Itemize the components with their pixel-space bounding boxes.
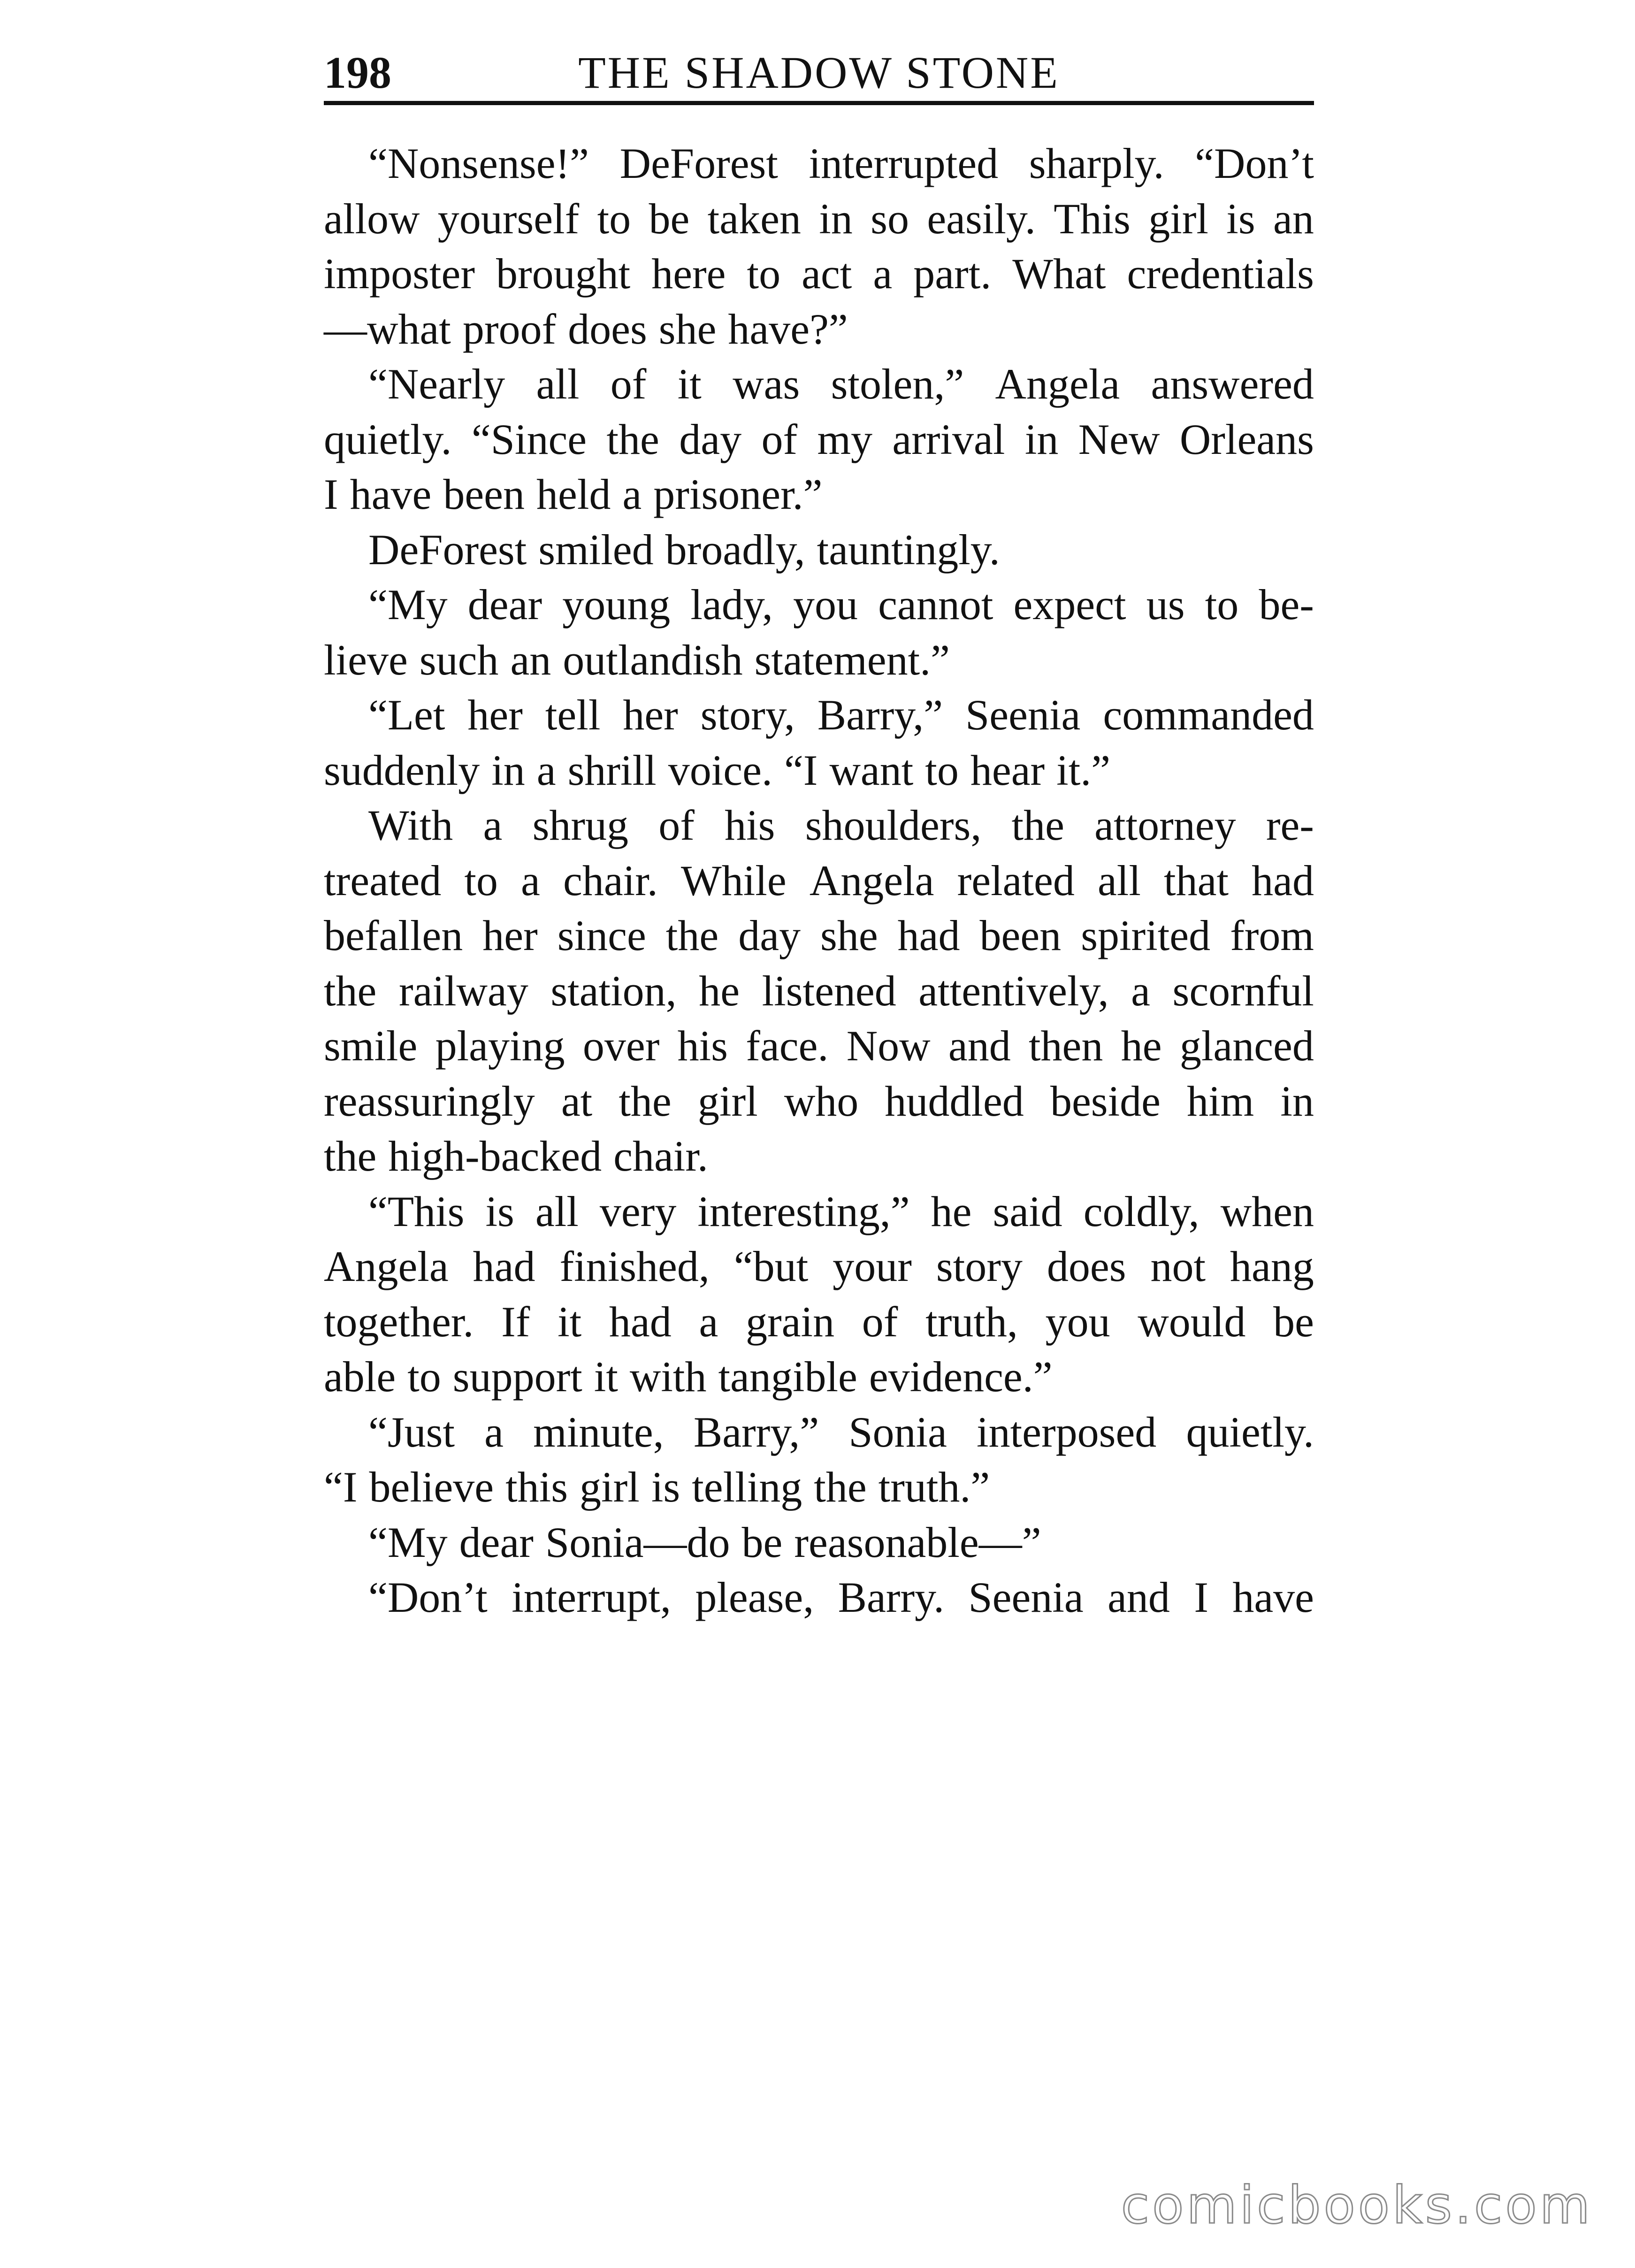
word: Barry. — [838, 1573, 945, 1621]
word: a — [873, 250, 893, 298]
text-line — [324, 633, 1314, 688]
word: of — [610, 360, 647, 408]
word: so — [871, 194, 909, 243]
word: coldly, — [1083, 1187, 1200, 1235]
word: to — [925, 746, 959, 794]
word: be — [741, 1518, 783, 1566]
word: was — [733, 360, 800, 408]
word: very — [599, 1187, 677, 1235]
word: please, — [695, 1573, 814, 1621]
word: been — [979, 912, 1062, 959]
word: suddenly — [324, 746, 480, 794]
word: yourself — [437, 194, 580, 243]
word: story, — [700, 691, 795, 739]
word: hang — [1230, 1242, 1314, 1290]
text-line — [324, 1129, 1314, 1184]
word: she — [658, 305, 717, 353]
word: DeForest — [619, 139, 778, 187]
word: had — [1252, 856, 1314, 904]
word: interesting,” — [697, 1187, 910, 1235]
word: been — [443, 470, 525, 518]
word: he — [931, 1187, 972, 1235]
word: held — [536, 470, 611, 518]
word: Seenia — [965, 691, 1081, 739]
text-line — [324, 1460, 1314, 1515]
word: together. — [324, 1297, 474, 1346]
word: to — [597, 194, 631, 243]
word: the — [606, 415, 659, 463]
word: Sonia—do — [545, 1518, 730, 1566]
word: telling — [692, 1463, 802, 1511]
text-line — [324, 1019, 1314, 1074]
word: arrival — [892, 415, 1005, 463]
watermark: comicbooks.com — [1121, 2175, 1593, 2235]
word: it — [677, 360, 702, 408]
word: want — [829, 746, 914, 794]
word: beside — [1050, 1077, 1161, 1125]
word: my — [817, 415, 873, 463]
word: when — [1220, 1187, 1314, 1235]
word: What — [1012, 250, 1106, 298]
text-line — [324, 136, 1314, 192]
word: his — [677, 1022, 728, 1070]
word: broadly, — [665, 525, 805, 574]
word: glanced — [1179, 1022, 1314, 1070]
word: over — [582, 1022, 660, 1070]
word: tell — [545, 691, 601, 739]
word: is — [1226, 194, 1255, 243]
word: the — [665, 912, 719, 959]
word: “Don’t — [368, 1573, 488, 1621]
text-line — [324, 412, 1314, 467]
word: Orleans — [1179, 415, 1314, 463]
word: a — [1131, 966, 1150, 1015]
word: truth, — [925, 1297, 1018, 1346]
word: stolen,” — [831, 360, 964, 408]
word: hear — [970, 746, 1045, 794]
word: be — [1273, 1297, 1314, 1346]
word: scornful — [1172, 966, 1314, 1015]
word: tauntingly. — [817, 525, 1000, 574]
word: in — [1280, 1077, 1314, 1125]
word: Barry,” — [693, 1408, 819, 1456]
word: “My — [368, 1518, 448, 1566]
word: “Nearly — [368, 360, 505, 408]
word: to — [747, 250, 781, 298]
word: believe — [369, 1463, 494, 1511]
word: a — [622, 470, 642, 518]
word: then — [1029, 1022, 1103, 1070]
word: “I — [324, 1463, 358, 1511]
word: is — [651, 1463, 680, 1511]
word: of — [862, 1297, 898, 1346]
word: part. — [913, 250, 992, 298]
word: voice. — [668, 746, 772, 794]
word: evidence.” — [869, 1353, 1053, 1401]
word: allow — [324, 194, 420, 243]
text-line — [324, 1184, 1314, 1240]
word: Sonia — [848, 1408, 947, 1456]
word: to — [1205, 581, 1239, 628]
word: act — [802, 250, 852, 298]
word: spirited — [1081, 912, 1211, 959]
word: in — [491, 746, 525, 794]
text-line — [324, 302, 1314, 357]
word: a — [483, 801, 503, 849]
word: Angela — [809, 856, 934, 904]
word: “Nonsense!” — [368, 139, 589, 187]
word: the — [324, 1132, 377, 1180]
running-head — [324, 45, 1314, 101]
text-line — [324, 1295, 1314, 1350]
word: sharply. — [1029, 139, 1164, 187]
word: huddled — [885, 1077, 1024, 1125]
word: smile — [324, 1022, 418, 1070]
word: of — [658, 801, 695, 849]
word: lieve — [324, 636, 408, 684]
word: said — [993, 1187, 1062, 1235]
word: shrug — [532, 801, 629, 849]
word: have — [1232, 1573, 1314, 1621]
word: cannot — [878, 581, 993, 628]
word: the — [324, 966, 377, 1015]
word: prisoner.” — [653, 470, 823, 518]
word: imposter — [324, 250, 475, 298]
word: “Since — [471, 415, 587, 463]
text-line — [324, 192, 1314, 247]
word: interrupt, — [512, 1573, 671, 1621]
word: girl — [1148, 194, 1208, 243]
word: this — [505, 1463, 568, 1511]
word: that — [1164, 856, 1229, 904]
word: since — [557, 912, 646, 959]
word: “Let — [368, 691, 445, 739]
word: her — [467, 691, 523, 739]
word: credentials — [1127, 250, 1314, 298]
word: Angela — [324, 1242, 449, 1290]
word: reasonable—” — [794, 1518, 1041, 1566]
word: truth.” — [878, 1463, 990, 1511]
text-line — [324, 688, 1314, 743]
word: to — [407, 1353, 441, 1401]
word: This — [1054, 194, 1131, 243]
word: interrupted — [809, 139, 999, 187]
word: all — [1097, 856, 1141, 904]
word: girl — [697, 1077, 758, 1125]
word: lady, — [690, 581, 773, 628]
word: all — [535, 1187, 579, 1235]
word: have?” — [728, 305, 848, 353]
text-line — [324, 853, 1314, 909]
word: not — [1150, 1242, 1206, 1290]
word: day — [738, 912, 801, 959]
word: chair. — [563, 856, 658, 904]
word: it — [594, 1353, 618, 1401]
word: an — [510, 636, 551, 684]
word: your — [833, 1242, 912, 1290]
word: him — [1187, 1077, 1254, 1125]
word: in — [819, 194, 853, 243]
word: interposed — [977, 1408, 1157, 1456]
word: and — [948, 1022, 1011, 1070]
word: minute, — [533, 1408, 664, 1456]
word: a — [484, 1408, 504, 1456]
word: smiled — [538, 525, 654, 574]
word: high-backed — [388, 1132, 602, 1180]
word: had — [473, 1242, 535, 1290]
word: reassuringly — [324, 1077, 535, 1125]
word: outlandish — [563, 636, 743, 684]
word: girl — [580, 1463, 640, 1511]
word: here — [651, 250, 726, 298]
word: brought — [496, 250, 631, 298]
word: “This — [368, 1187, 465, 1235]
word: the — [814, 1463, 867, 1511]
word: a — [521, 856, 540, 904]
word: at — [561, 1077, 593, 1125]
word: had — [897, 912, 960, 959]
word: a — [699, 1297, 718, 1346]
word: day — [679, 415, 742, 463]
word: with — [629, 1353, 707, 1401]
word: the — [1011, 801, 1064, 849]
word: railway — [398, 966, 528, 1015]
word: treated — [324, 856, 442, 904]
word: New — [1078, 415, 1160, 463]
text-line — [324, 357, 1314, 412]
word: be — [649, 194, 690, 243]
word: it — [558, 1297, 582, 1346]
word: from — [1230, 912, 1314, 959]
word: all — [536, 360, 580, 408]
word: I — [1194, 1573, 1208, 1621]
text-line — [324, 964, 1314, 1019]
word: Seenia — [968, 1573, 1084, 1621]
word: commanded — [1103, 691, 1314, 739]
text-line — [324, 1239, 1314, 1295]
word: proof — [462, 305, 557, 353]
page-number: 198 — [324, 47, 391, 98]
word: With — [368, 801, 453, 849]
word: re- — [1266, 801, 1314, 849]
word: support — [452, 1353, 582, 1401]
word: listened — [762, 966, 896, 1015]
word: While — [680, 856, 787, 904]
word: statement.” — [754, 636, 950, 684]
body-text — [324, 136, 1314, 1625]
text-line — [324, 1405, 1314, 1460]
text-line — [324, 1515, 1314, 1571]
text-line — [324, 1570, 1314, 1625]
word: a — [536, 746, 556, 794]
word: her — [482, 912, 538, 959]
word: had — [609, 1297, 672, 1346]
word: related — [957, 856, 1075, 904]
word: is — [485, 1187, 514, 1235]
word: who — [784, 1077, 859, 1125]
word: “but — [733, 1242, 809, 1290]
word: answered — [1151, 360, 1314, 408]
word: the — [619, 1077, 672, 1125]
text-line — [324, 798, 1314, 853]
word: such — [419, 636, 499, 684]
word: does — [1047, 1242, 1126, 1290]
word: her — [623, 691, 678, 739]
word: it.” — [1056, 746, 1111, 794]
word: story — [936, 1242, 1023, 1290]
word: would — [1138, 1297, 1246, 1346]
word: quietly. — [1186, 1408, 1314, 1456]
header-rule — [324, 101, 1314, 105]
word: grain — [746, 1297, 835, 1346]
word: “My — [368, 581, 448, 628]
word: he — [699, 966, 740, 1015]
word: “Just — [368, 1408, 455, 1456]
word: If — [501, 1297, 530, 1346]
word: she — [820, 912, 878, 959]
word: dear — [467, 581, 542, 628]
word: expect — [1013, 581, 1126, 628]
text-line — [324, 246, 1314, 302]
word: “I — [784, 746, 818, 794]
text-line — [324, 1074, 1314, 1129]
text-line — [324, 577, 1314, 633]
word: in — [1024, 415, 1059, 463]
running-title: THE SHADOW STONE — [578, 47, 1060, 98]
word: tangible — [718, 1353, 857, 1401]
word: station, — [550, 966, 677, 1015]
word: does — [568, 305, 647, 353]
word: Angela — [995, 360, 1120, 408]
word: befallen — [324, 912, 463, 959]
text-line — [324, 908, 1314, 964]
word: face. — [746, 1022, 829, 1070]
word: us — [1146, 581, 1185, 628]
word: to — [464, 856, 498, 904]
word: attentively, — [918, 966, 1109, 1015]
word: you — [793, 581, 858, 628]
word: shoulders, — [805, 801, 982, 849]
word: of — [761, 415, 798, 463]
word: I — [324, 470, 338, 518]
word: playing — [435, 1022, 565, 1070]
word: finished, — [559, 1242, 710, 1290]
word: Now — [846, 1022, 931, 1070]
word: easily. — [927, 194, 1036, 243]
text-line — [324, 522, 1314, 578]
word: shrill — [567, 746, 657, 794]
word: and — [1108, 1573, 1170, 1621]
word: dear — [459, 1518, 534, 1566]
word: he — [1121, 1022, 1162, 1070]
word: able — [324, 1353, 396, 1401]
word: you — [1045, 1297, 1110, 1346]
word: be- — [1259, 581, 1314, 628]
word: his — [725, 801, 775, 849]
word: quietly. — [324, 415, 452, 463]
word: chair. — [613, 1132, 708, 1180]
word: “Don’t — [1195, 139, 1314, 187]
word: have — [350, 470, 432, 518]
word: young — [562, 581, 671, 628]
text-line — [324, 1349, 1314, 1405]
word: DeForest — [368, 525, 527, 574]
word: Barry,” — [817, 691, 943, 739]
word: —what — [324, 305, 451, 353]
word: taken — [707, 194, 801, 243]
text-line — [324, 467, 1314, 522]
word: an — [1273, 194, 1314, 243]
word: attorney — [1094, 801, 1236, 849]
text-line — [324, 743, 1314, 798]
